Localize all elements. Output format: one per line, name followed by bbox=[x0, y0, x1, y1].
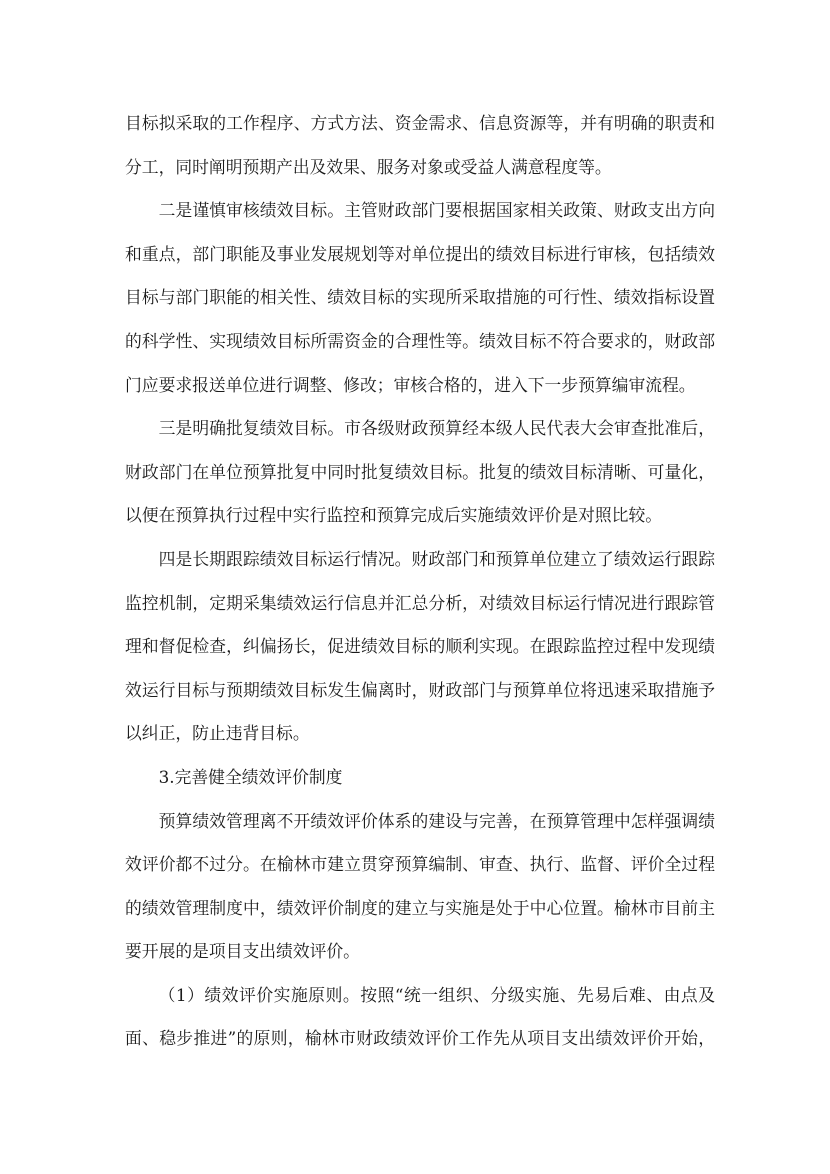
text-line: 的绩效管理制度中，绩效评价制度的建立与实施是处于中心位置。榆林市目前主 bbox=[125, 897, 715, 918]
text-line: 目标与部门职能的相关性、绩效目标的实现所采取措施的可行性、绩效指标设置 bbox=[125, 287, 715, 308]
paragraph bbox=[125, 407, 715, 538]
text-line: 分工，同时阐明预期产出及效果、服务对象或受益人满意程度等。 bbox=[125, 156, 612, 177]
paragraph bbox=[125, 800, 715, 974]
text-line: 面、稳步推进”的原则，榆林市财政绩效评价工作先从项目支出绩效评价开始， bbox=[125, 1028, 715, 1049]
text-line: 目标拟采取的工作程序、方式方法、资金需求、信息资源等，并有明确的职责和 bbox=[125, 113, 715, 133]
paragraph bbox=[125, 102, 715, 189]
text-line: 以便在预算执行过程中实行监控和预算完成后实施绩效评价是对照比较。 bbox=[125, 505, 663, 526]
section-heading bbox=[125, 756, 715, 800]
text-line: 预算绩效管理离不开绩效评价体系的建设与完善，在预算管理中怎样强调绩 bbox=[158, 810, 715, 831]
text-line: 二是谨慎审核绩效目标。主管财政部门要根据国家相关政策、财政支出方向 bbox=[158, 200, 715, 221]
heading-text: 3.完善健全绩效评价制度 bbox=[158, 766, 343, 787]
text-line: 和重点，部门职能及事业发展规划等对单位提出的绩效目标进行审核，包括绩效 bbox=[125, 243, 715, 264]
document-body bbox=[125, 102, 715, 1061]
text-line: 监控机制，定期采集绩效运行信息并汇总分析，对绩效目标运行情况进行跟踪管 bbox=[125, 592, 715, 613]
paragraph bbox=[125, 538, 715, 756]
text-line: 门应要求报送单位进行调整、修改；审核合格的，进入下一步预算编审流程。 bbox=[125, 374, 696, 395]
text-line: 四是长期跟踪绩效目标运行情况。财政部门和预算单位建立了绩效运行跟踪 bbox=[158, 548, 715, 569]
text-line: 三是明确批复绩效目标。市各级财政预算经本级人民代表大会审查批准后， bbox=[158, 418, 715, 439]
paragraph bbox=[125, 189, 715, 407]
text-line: 的科学性、实现绩效目标所需资金的合理性等。绩效目标不符合要求的，财政部 bbox=[125, 330, 715, 351]
text-line: 效评价都不过分。在榆林市建立贯穿预算编制、审查、执行、监督、评价全过程 bbox=[125, 854, 715, 875]
paragraph bbox=[125, 974, 715, 1061]
text-line: 要开展的是项目支出绩效评价。 bbox=[125, 941, 360, 962]
text-line: 效运行目标与预期绩效目标发生偏离时，财政部门与预算单位将迅速采取措施予 bbox=[125, 679, 715, 700]
text-line: 理和督促检查，纠偏扬长，促进绩效目标的顺利实现。在跟踪监控过程中发现绩 bbox=[125, 636, 715, 657]
text-line: 财政部门在单位预算批复中同时批复绩效目标。批复的绩效目标清晰、可量化， bbox=[125, 461, 715, 482]
text-line: （1）绩效评价实施原则。按照“统一组织、分级实施、先易后难、由点及 bbox=[158, 984, 715, 1005]
text-line: 以纠正，防止违背目标。 bbox=[125, 723, 310, 744]
